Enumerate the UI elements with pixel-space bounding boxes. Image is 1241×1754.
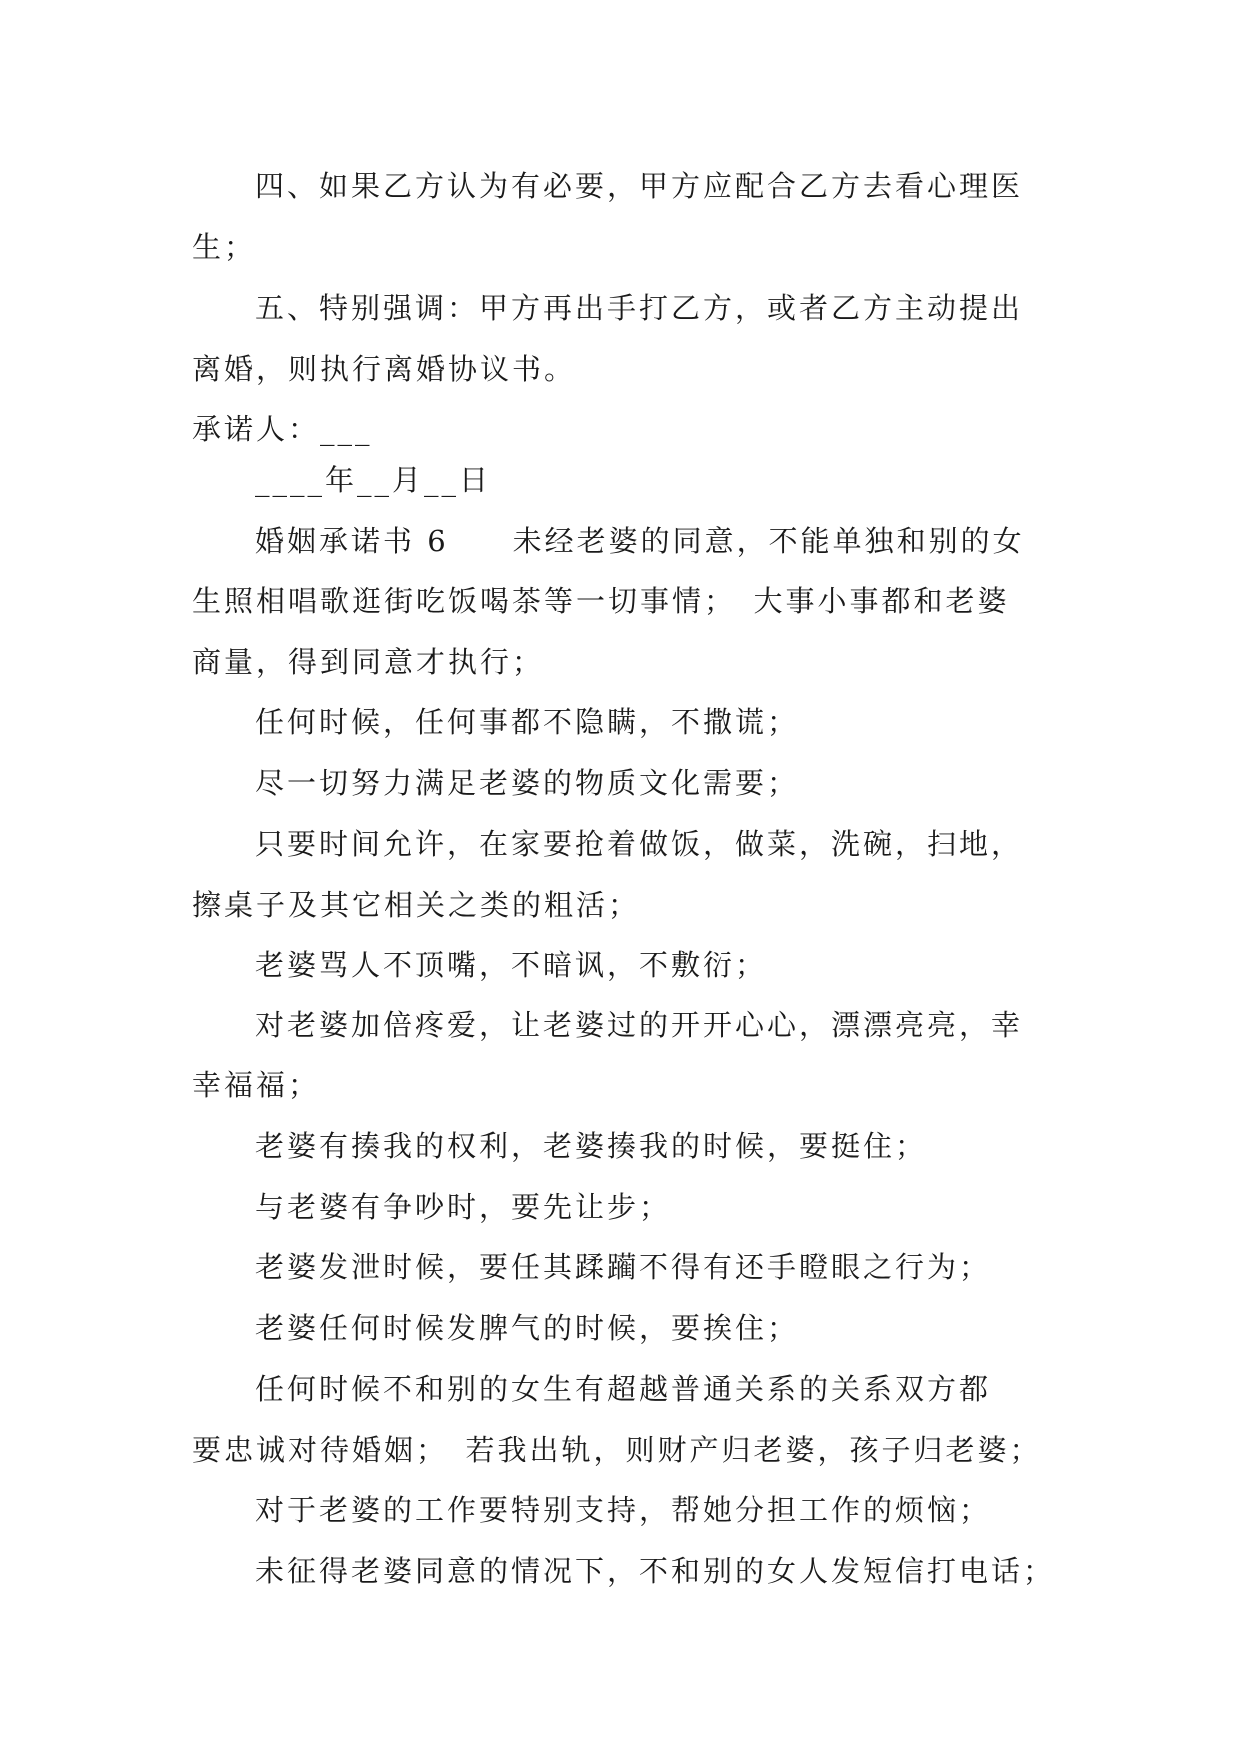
text-line: 任何时候不和别的女生有超越普通关系的关系双方都	[255, 1372, 992, 1406]
text-line: 对于老婆的工作要特别支持，帮她分担工作的烦恼；	[255, 1493, 992, 1527]
text-line: 任何时候，任何事都不隐瞒，不撒谎；	[255, 705, 800, 739]
text-line: 生；	[192, 230, 257, 264]
text-line: 五、特别强调：甲方再出手打乙方，或者乙方主动提出	[255, 291, 1024, 325]
text-line: 四、如果乙方认为有必要，甲方应配合乙方去看心理医	[255, 169, 1024, 203]
text-line: 幸福福；	[192, 1068, 321, 1102]
text-line: 未征得老婆同意的情况下，不和别的女人发短信打电话；	[255, 1554, 1055, 1588]
text-line: 要忠诚对待婚姻； 若我出轨，则财产归老婆，孩子归老婆；	[192, 1433, 1042, 1467]
text-line: 只要时间允许，在家要抢着做饭，做菜，洗碗，扫地，	[255, 827, 1024, 861]
text-line: 婚姻承诺书 6 未经老婆的同意，不能单独和别的女	[255, 524, 1025, 558]
text-line: 老婆骂人不顶嘴，不暗讽，不敷衍；	[255, 948, 768, 982]
text-line: 生照相唱歌逛街吃饭喝茶等一切事情； 大事小事都和老婆	[192, 584, 1010, 618]
text-line: 老婆任何时候发脾气的时候，要挨住；	[255, 1311, 800, 1345]
text-line: 老婆发泄时候，要任其蹂躏不得有还手瞪眼之行为；	[255, 1250, 992, 1284]
text-line: 对老婆加倍疼爱，让老婆过的开开心心，漂漂亮亮，幸	[255, 1008, 1024, 1042]
signer-line: 承诺人：___	[192, 412, 373, 446]
date-line: ____年__月__日	[255, 463, 492, 497]
text-line: 商量，得到同意才执行；	[192, 645, 545, 679]
text-line: 尽一切努力满足老婆的物质文化需要；	[255, 766, 800, 800]
text-line: 与老婆有争吵时，要先让步；	[255, 1190, 672, 1224]
text-line: 离婚，则执行离婚协议书。	[192, 352, 577, 386]
text-line: 擦桌子及其它相关之类的粗活；	[192, 888, 641, 922]
text-line: 老婆有揍我的权利，老婆揍我的时候，要挺住；	[255, 1129, 928, 1163]
